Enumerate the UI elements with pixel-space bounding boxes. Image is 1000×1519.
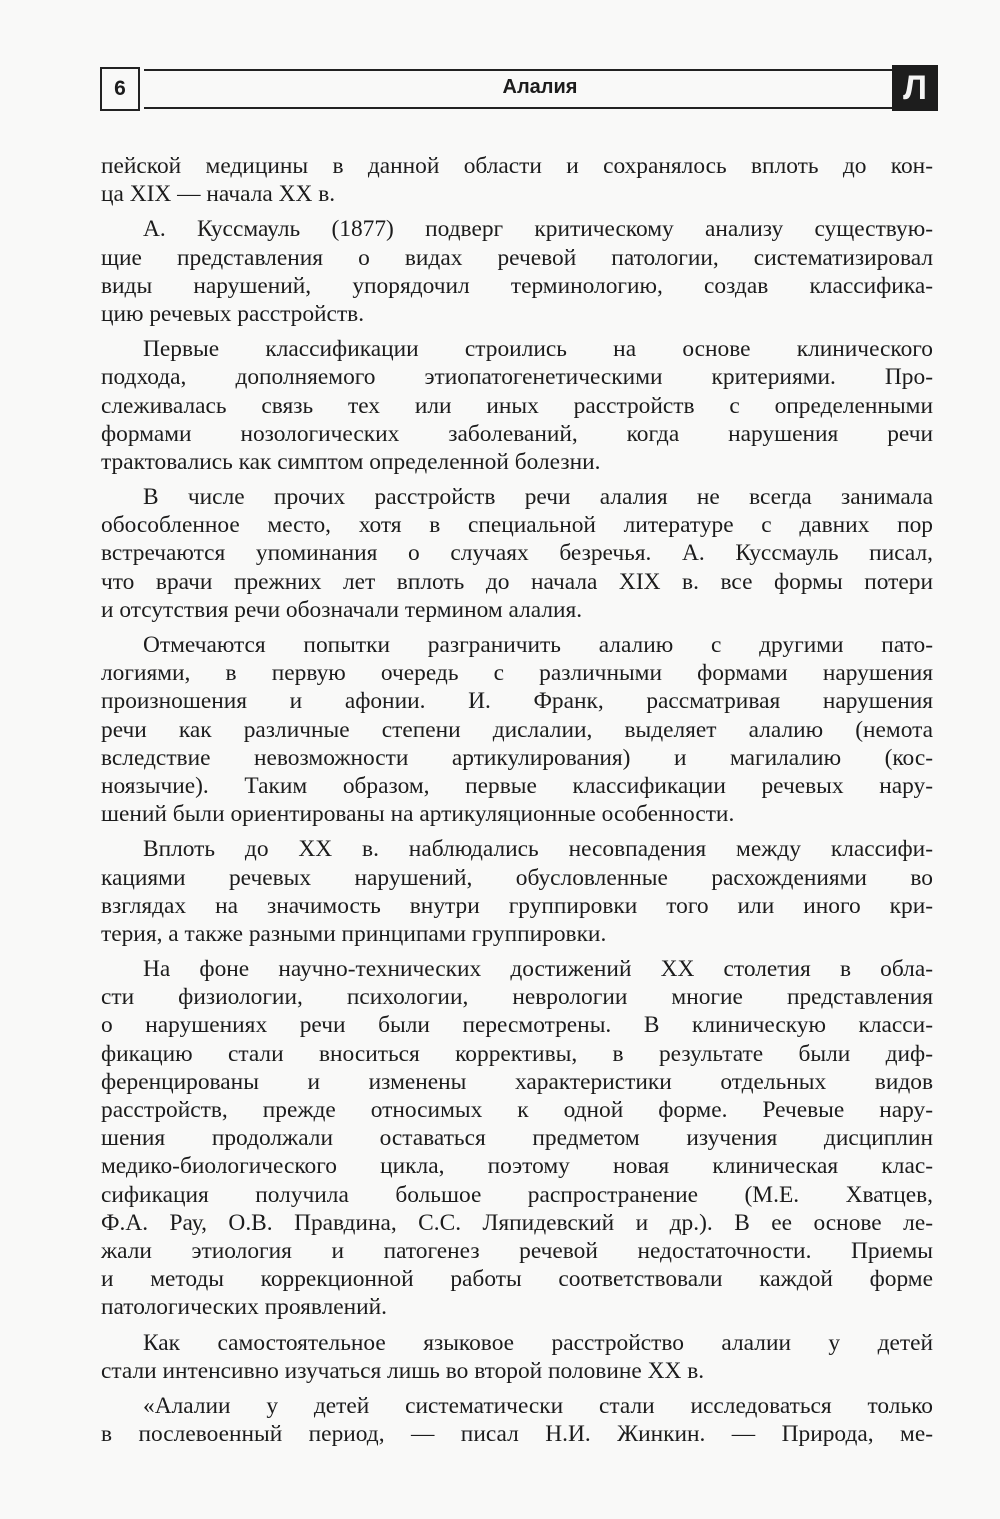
text-line: щие представления о видах речевой патологии, систематизировал [101, 244, 933, 271]
running-title: Алалия [502, 76, 578, 98]
text-line: стали интенсивно изучаться лишь во второй половине XX в. [101, 1357, 705, 1384]
text-line: о нарушениях речи были пересмотрены. В клиническую класси- [101, 1012, 933, 1039]
text-line: А. Куссмауль (1877) подверг критическому анализу существую- [143, 216, 933, 243]
text-line: и отсутствия речи обозначали термином алалия. [101, 596, 583, 623]
text-line: Ф.А. Рау, О.В. Правдина, С.С. Ляпидевский и др.). В ее основе ле- [101, 1209, 933, 1236]
text-line: произношения и афонии. И. Франк, рассматривая нарушения [101, 688, 933, 715]
paragraph [101, 1392, 933, 1448]
paragraph [101, 955, 933, 1321]
text-line: и методы коррекционной работы соответствовали каждой форме [101, 1266, 933, 1293]
text-line: Вплоть до XX в. наблюдались несовпадения между классифи- [143, 836, 933, 863]
body-text [101, 152, 933, 1448]
header-rule-bottom [144, 107, 892, 109]
text-line: ференцированы и изменены характеристики отдельных видов [101, 1068, 933, 1095]
text-line: пейской медицины в данной области и сохранялось вплоть до кон- [101, 153, 933, 179]
paragraph [101, 215, 933, 328]
publisher-logo-icon: Л [892, 65, 938, 111]
text-line: подхода, дополняемого этиопатогенетическими критериями. Про- [101, 364, 933, 391]
text-line: шений были ориентированы на артикуляционные особенности. [101, 801, 735, 828]
paragraph [101, 152, 933, 208]
text-line: в послевоенный период, — писал Н.И. Жинкин. — Природа, ме- [101, 1421, 933, 1448]
header-rule-top [144, 69, 892, 71]
paragraph [101, 483, 933, 624]
text-line: цию речевых расстройств. [101, 300, 365, 327]
text-line: «Алалии у детей систематически стали исследоваться только [143, 1392, 933, 1419]
text-line: слеживалась связь тех или иных расстройств с определенными [101, 392, 933, 419]
running-header [100, 67, 938, 113]
text-line: фикацию стали вноситься коррективы, в результате были диф- [101, 1040, 933, 1067]
text-line: обособленное место, хотя в специальной литературе с давних пор [101, 512, 933, 539]
text-line: встречаются упоминания о случаях безречья. А. Куссмауль писал, [101, 540, 933, 567]
paragraph [101, 1329, 933, 1385]
text-line: патологических проявлений. [101, 1294, 388, 1321]
text-line: На фоне научно-технических достижений XX столетия в обла- [143, 956, 933, 983]
text-line: жали этиология и патогенез речевой недостаточности. Приемы [101, 1237, 933, 1264]
text-line: расстройств, прежде относимых к одной форме. Речевые нару- [101, 1097, 933, 1123]
text-line: вследствие невозможности артикулирования) и магилалию (кос- [101, 744, 933, 771]
text-line: терия, а также разными принципами группировки. [101, 920, 607, 947]
text-line: что врачи прежних лет вплоть до начала XIX в. все формы потери [101, 568, 933, 595]
text-line: медико-биологического цикла, поэтому новая клиническая клас- [101, 1153, 933, 1180]
text-line: ца XIX — начала XX в. [101, 181, 336, 208]
text-line: Первые классификации строились на основе клинического [143, 336, 933, 363]
text-line: ноязычие). Таким образом, первые классификации речевых нару- [101, 772, 933, 799]
text-line: трактовались как симптом определенной болезни. [101, 448, 601, 475]
text-line: кациями речевых нарушений, обусловленные расхождениями во [101, 864, 933, 891]
text-line: шения продолжали оставаться предметом изучения дисциплин [101, 1125, 933, 1152]
paragraph [101, 631, 933, 828]
paragraph [101, 335, 933, 476]
paragraph [101, 835, 933, 948]
text-line: сификация получила большое распространение (М.Е. Хватцев, [101, 1181, 933, 1208]
text-line: формами нозологических заболеваний, когда нарушения речи [101, 420, 933, 447]
text-line: виды нарушений, упорядочил терминологию, создав классифика- [101, 272, 933, 299]
text-line: логиями, в первую очередь с различными формами нарушения [101, 660, 933, 687]
text-line: Отмечаются попытки разграничить алалию с другими пато- [143, 632, 933, 658]
text-line: В числе прочих расстройств речи алалия не всегда занимала [143, 484, 933, 511]
text-line: взглядах на значимость внутри группировки того или иного кри- [101, 892, 933, 919]
text-line: Как самостоятельное языковое расстройство алалии у детей [143, 1329, 933, 1356]
text-line: сти физиологии, психологии, неврологии многие представления [101, 984, 933, 1011]
text-line: речи как различные степени дислалии, выделяет алалию (немота [101, 716, 933, 743]
page-number: 6 [100, 67, 140, 111]
